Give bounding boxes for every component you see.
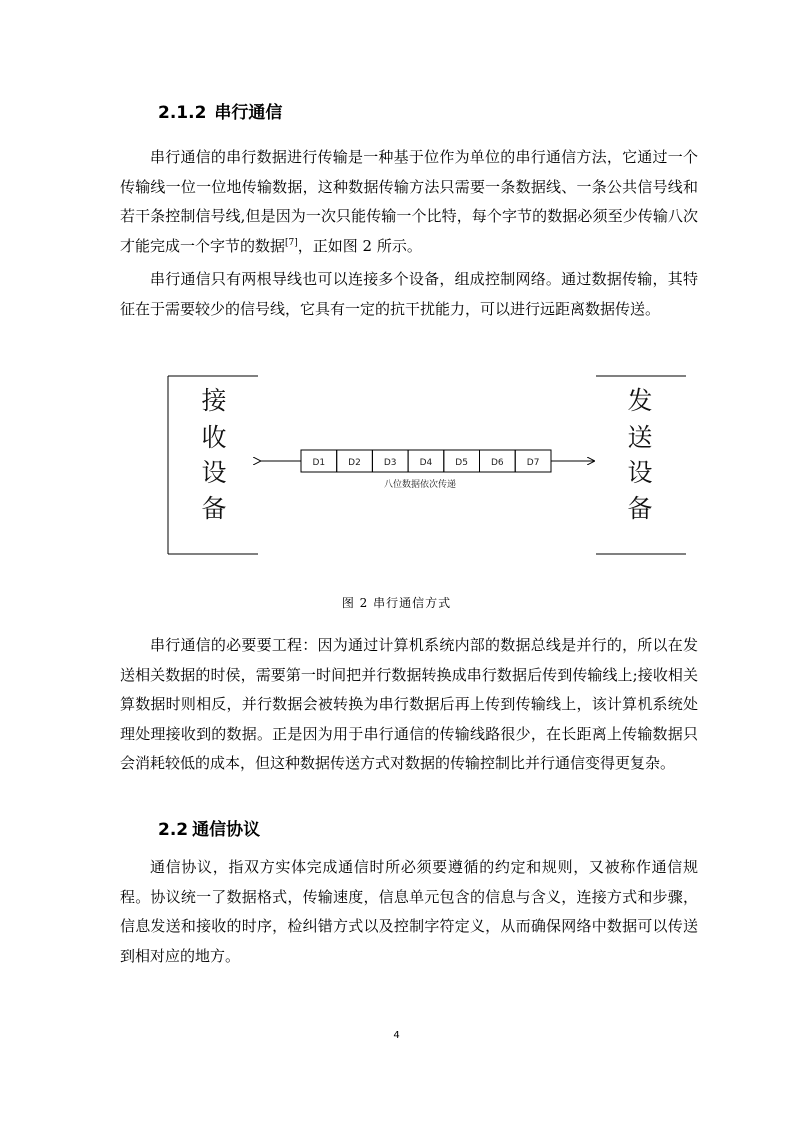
receiver-char-1: 接: [201, 386, 227, 415]
sender-device-box: [596, 376, 686, 554]
bit-label-d4: D4: [419, 458, 433, 468]
bit-label-d5: D5: [455, 458, 468, 468]
citation-ref: [7]: [285, 237, 298, 248]
section-number: 2.2: [158, 820, 189, 840]
paragraph-serial-process: 串行通信的必要要工程：因为通过计算机系统内部的数据总线是并行的，所以在发送相关数据的时侯，需要第一时间把并行数据转换成串行数据后传到传输线上;接收相关算数据时则相反，并行数据会被转换为串行数据后再上传到传输线上，该计算机系统处理处理接收到的数据。正是因为用于串行通信的传输线路很少，在长距离上传输数据只会消耗较低的成本，但这种数据传送方式对数据的传输控制比并行通信变得更复杂。: [120, 636, 698, 772]
receiver-char-2: 收: [201, 423, 227, 452]
section-number: 2.1.2: [158, 103, 207, 123]
bit-label-d6: D6: [490, 458, 504, 468]
bit-label-d2: D2: [348, 458, 361, 468]
bit-label-d3: D3: [383, 458, 397, 468]
receiver-char-3: 设: [201, 458, 227, 487]
paragraph-protocol: 通信协议，指双方实体完成通信时所必须要遵循的约定和规则，又被称作通信规程。协议统一了数据格式，传输速度，信息单元包含的信息与含义，连接方式和步骤，信息发送和接收的时序，检纠错方式以及控制字符定义，从而确保网络中数据可以传送到相对应的地方。: [120, 858, 698, 965]
section-title: 串行通信: [214, 103, 283, 123]
paragraph-text: 串行通信的串行数据进行传输是一种基于位作为单位的串行通信方法，它通过一个传输线一位一位地传输数据，这种数据传输方法只需要一条数据线、一条公共信号线和若干条控制信号线,但是因为一次只能传输一个比特，每个字节的数据必须至少传输八次才能完成一个字节的数据: [120, 148, 698, 255]
section-heading-2-2: [158, 815, 260, 840]
sender-char-3: 设: [627, 458, 653, 487]
paragraph-text-tail: ，正如图 2 所示。: [297, 236, 422, 255]
bit-label-d7: D7: [526, 458, 540, 468]
figure-caption: 图 2 串行通信方式: [341, 596, 452, 610]
page-number: 4: [393, 1030, 400, 1041]
bit-sequence-label: 八位数据依次传递: [383, 480, 457, 490]
section-title: 通信协议: [192, 820, 261, 840]
sender-char-4: 备: [627, 494, 653, 523]
paragraph-serial-network: 串行通信只有两根导线也可以连接多个设备，组成控制网络。通过数据传输，其特征在于需要较少的信号线，它具有一定的抗干扰能力，可以进行远距离数据传送。: [120, 270, 698, 318]
sender-char-1: 发: [627, 386, 653, 415]
receiver-device-box: [168, 376, 258, 554]
receiver-char-4: 备: [201, 494, 227, 523]
sender-char-2: 送: [627, 423, 653, 452]
bit-label-d1: D1: [312, 458, 326, 468]
bit-cells: [301, 450, 551, 472]
